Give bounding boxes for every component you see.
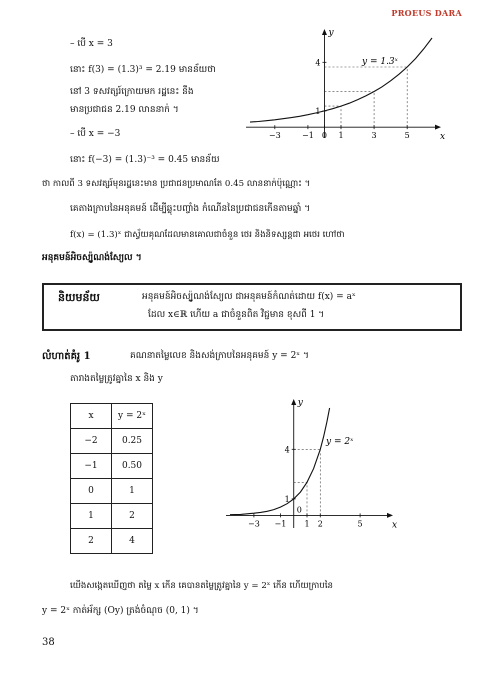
conclusion-line: យើងសង្កេតឃើញថា តម្លៃ x កើន គេបានតម្លៃត្រូវគ្នានៃ y = 2ˣ កើន ហើយក្រាបនៃ — [70, 581, 334, 591]
origin-label: 0 — [296, 505, 302, 515]
y-axis-arrow — [291, 399, 296, 405]
table-row — [71, 529, 153, 554]
example-subprompt: តារាងតម្លៃត្រូវគ្នានៃ x និង y — [70, 374, 163, 384]
page-header-brand: PROEUS DARA — [391, 8, 462, 18]
x-tick-label: −3 — [268, 131, 281, 141]
x-tick-label: 2 — [317, 519, 323, 529]
table-cell: −2 — [71, 429, 112, 454]
y-tick-label: 4 — [284, 445, 290, 455]
y-axis-arrow — [322, 29, 327, 35]
table-row — [71, 429, 153, 454]
table-cell: 2 — [71, 529, 112, 554]
text-line: – បើ x = 3 — [70, 39, 113, 49]
text-line: នោះ f(3) = (1.3)³ = 2.19 មានន័យថា — [70, 65, 216, 75]
table-header-cell: x — [71, 404, 112, 429]
values-table — [70, 403, 153, 554]
definition-box — [42, 283, 462, 331]
x-tick-label: 0 — [321, 131, 328, 141]
table-header-row — [71, 404, 153, 429]
y-axis-label: y — [297, 398, 303, 408]
x-axis-arrow — [435, 125, 441, 130]
table-cell: 4 — [112, 529, 153, 554]
table-cell: 1 — [112, 479, 153, 504]
table-cell: −1 — [71, 454, 112, 479]
text-line: អនុគមន៍អិចស្ប៉ូណង់ស្យែល ។ — [42, 253, 142, 263]
x-axis-label: x — [392, 520, 398, 531]
x-tick-label: 5 — [357, 519, 363, 529]
x-tick-label: −1 — [302, 131, 314, 141]
table-cell: 2 — [112, 504, 153, 529]
x-tick-label: 5 — [404, 131, 410, 141]
table-row — [71, 479, 153, 504]
x-tick-label: 3 — [371, 131, 377, 141]
definition-line: អនុគមន៍អិចស្ប៉ូណង់ស្យែល ជាអនុគមន៍កំណត់ដោយ f(x) = aˣ — [142, 292, 356, 302]
definition-label: និយមន័យ — [58, 291, 100, 304]
example-title: លំហាត់គំរូ 1 — [42, 351, 91, 362]
table-cell: 0.50 — [112, 454, 153, 479]
exponential-chart-1-3 — [240, 28, 450, 148]
definition-line: ដែល x∈ℝ ហើយ a ជាចំនួនពិត វិជ្ជមាន ខុសពី 1 ។ — [148, 310, 325, 320]
table-row — [71, 504, 153, 529]
text-line: មានប្រជាជន 2.19 លាននាក់ ។ — [70, 105, 179, 115]
text-line: – បើ x = −3 — [70, 129, 121, 139]
text-line: នោះ f(−3) = (1.3)⁻³ = 0.45 មានន័យ — [70, 155, 220, 165]
y-tick-label: 1 — [315, 106, 321, 116]
table-cell: 0.25 — [112, 429, 153, 454]
example-prompt: គណនាតម្លៃលេខ និងសង់ក្រាបនៃអនុគមន៍ y = 2ˣ ។ — [130, 351, 309, 361]
y-axis-label: y — [328, 28, 334, 38]
y-tick-label: 4 — [315, 58, 321, 68]
exponential-chart-2 — [222, 396, 400, 536]
x-tick-label: −1 — [274, 519, 287, 529]
table-cell: 1 — [71, 504, 112, 529]
text-line: f(x) = (1.3)ˣ ជាស្វ័យគុណដែលមានគោលជាចំនួន ថេរ និងនិទស្សន្តជា អថេរ ហៅថា — [70, 230, 345, 240]
curve-label: y = 2ˣ — [326, 437, 354, 447]
x-tick-label: 1 — [338, 131, 344, 141]
x-tick-label: 1 — [304, 519, 310, 529]
x-axis-label: x — [440, 132, 446, 143]
curve-label: y = 1.3ˣ — [362, 57, 398, 67]
text-line: នៅ 3 ទសវត្សរ៍ក្រោយមក រដ្ឋនេះ នឹង — [70, 87, 194, 97]
text-line: ថា កាលពី 3 ទសវត្សរ៍មុនរដ្ឋនេះមាន ប្រជាជនប្រមាណតែ 0.45 លាននាក់ប៉ុណ្ណោះ ។ — [42, 179, 311, 189]
function-curve — [230, 408, 330, 515]
table-row — [71, 454, 153, 479]
table-header-cell: y = 2ˣ — [112, 404, 153, 429]
page-number: 38 — [42, 637, 55, 648]
text-line: គេតាងក្រាបនៃអនុគមន៍ ដើម្បីឆ្លុះបញ្ចាំង កំណើននៃប្រជាជនកើនតាមឆ្នាំ ។ — [70, 204, 311, 214]
table-cell: 0 — [71, 479, 112, 504]
x-axis-arrow — [387, 513, 393, 518]
y-tick-label: 1 — [284, 494, 290, 504]
conclusion-line: y = 2ˣ កាត់អ័ក្ស (Oy) ត្រង់ចំណុច (0, 1) ។ — [42, 606, 199, 616]
x-tick-label: −3 — [247, 519, 260, 529]
